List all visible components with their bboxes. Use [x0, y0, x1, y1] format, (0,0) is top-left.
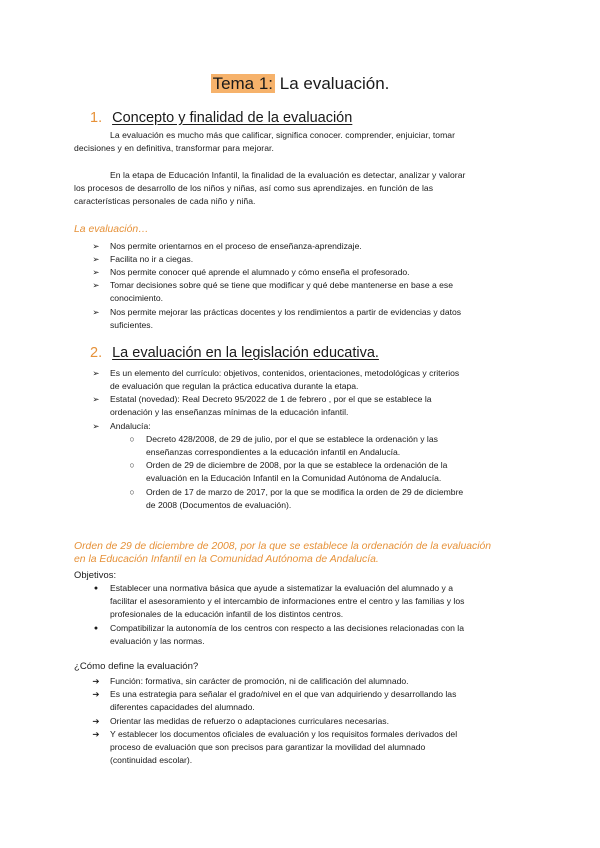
list-item: ➔ Función: formativa, sin carácter de promoción, ni de calificación del alumnado. [110, 675, 409, 688]
arrow-right-icon: ➔ [92, 689, 100, 699]
arrow-bullet-icon: ➢ [92, 280, 100, 290]
section1-para2-line3: características personales de cada niño y niña. [74, 196, 256, 206]
section1-number: 1. [90, 110, 103, 126]
section1-para1-line2: decisiones y en definitiva, transformar para mejorar. [74, 143, 274, 153]
dot-bullet-icon: ● [93, 625, 99, 632]
title-highlight: Tema 1: [212, 74, 274, 93]
list-item: ➢ Nos permite mejorar las prácticas docentes y los rendimientos a partir de evidencias y datos suficientes. [110, 306, 461, 332]
list-item: ➢ Es un elemento del currículo: objetivos, contenidos, orientaciones, metodológicas y criterios de evaluación que regulan la práctica educativa durante la etapa. [110, 367, 459, 393]
list-item: ● Establecer una normativa básica que ayude a sistematizar la evaluación del alumnado y a facilitar el asesoramiento y el intercambio de informaciones entre el centro y las familias y los profesionales de la educación infantil de los distintos centros. [110, 582, 464, 621]
list-item: ➢ Estatal (novedad): Real Decreto 95/2022 de 1 de febrero , por el que se establece la ordenación y las enseñanzas mínimas de la educación infantil. [110, 393, 432, 419]
arrow-right-icon: ➔ [92, 716, 100, 726]
section1-title: Concepto y finalidad de la evaluación [112, 110, 353, 126]
list-item: ● Compatibilizar la autonomía de los centros con respecto a las decisiones relacionadas con la evaluación y las normas. [110, 622, 464, 648]
arrow-bullet-icon: ➢ [92, 241, 100, 251]
list-item: ➢ Nos permite conocer qué aprende el alumnado y cómo enseña el profesorado. [110, 266, 410, 279]
section2-heading [90, 345, 379, 361]
question-heading: ¿Cómo define la evaluación? [74, 661, 199, 672]
dot-bullet-icon: ● [93, 585, 99, 592]
arrow-bullet-icon: ➢ [92, 421, 100, 431]
circle-bullet-icon: ○ [129, 487, 135, 497]
arrow-bullet-icon: ➢ [92, 394, 100, 404]
arrow-right-icon: ➔ [92, 729, 100, 739]
section2-title: La evaluación en la legislación educativa. [112, 345, 379, 361]
sub-list-item: ○ Orden de 17 de marzo de 2017, por la que se modifica la orden de 29 de diciembre de 2008 (Documentos de evaluación). [146, 486, 463, 512]
section1-para2-line2: los procesos de desarrollo de los niños y niñas, así como sus aprendizajes. en función de las [74, 183, 434, 193]
objetivos-label: Objetivos: [74, 569, 117, 580]
list-item: ➢ Andalucía: [110, 420, 151, 433]
arrow-right-icon: ➔ [92, 676, 100, 686]
section2-number: 2. [90, 345, 103, 361]
arrow-bullet-icon: ➢ [92, 254, 100, 264]
circle-bullet-icon: ○ [129, 460, 135, 470]
section1-heading [90, 110, 352, 126]
arrow-bullet-icon: ➢ [92, 368, 100, 378]
sub-list-item: ○ Orden de 29 de diciembre de 2008, por la que se establece la ordenación de la evaluación en la Educación Infantil en la Comunidad Autónoma de Andalucía. [146, 459, 447, 485]
arrow-bullet-icon: ➢ [92, 307, 100, 317]
section1-para1-line1: La evaluación es mucho más que calificar, significa conocer. comprender, enjuiciar, tomar [110, 130, 456, 140]
evaluacion-subheading: La evaluación… [74, 224, 149, 235]
section1-para2-line1: En la etapa de Educación Infantil, la finalidad de la evaluación es detectar, analizar y valorar [110, 170, 466, 180]
list-item: ➔ Y establecer los documentos oficiales de evaluación y los requisitos formales derivados del proceso de evaluación que son precisos para garantizar la movilidad del alumnado (continuidad escolar). [110, 728, 457, 767]
list-item: ➢ Nos permite orientarnos en el proceso de enseñanza-aprendizaje. [110, 240, 362, 253]
page-title [0, 74, 600, 94]
list-item: ➢ Tomar decisiones sobre qué se tiene que modificar y qué debe mantenerse en base a ese conocimiento. [110, 279, 453, 305]
list-item: ➢ Facilita no ir a ciegas. [110, 253, 193, 266]
orden-heading: Orden de 29 de diciembre de 2008, por la que se establece la ordenación de la evaluación en la Educación Infantil en la Comunidad Autónoma de Andalucía. [74, 541, 492, 565]
list-item: ➔ Es una estrategia para señalar el grado/nivel en el que van adquiriendo y desarrollando las diferentes capacidades del alumnado. [110, 688, 456, 714]
title-rest: La evaluación. [275, 74, 390, 93]
circle-bullet-icon: ○ [129, 434, 135, 444]
sub-list-item: ○ Decreto 428/2008, de 29 de julio, por el que se establece la ordenación y las enseñanzas correspondientes a la educación infantil en Andalucía. [146, 433, 438, 459]
list-item: ➔ Orientar las medidas de refuerzo o adaptaciones curriculares necesarias. [110, 715, 389, 728]
arrow-bullet-icon: ➢ [92, 267, 100, 277]
